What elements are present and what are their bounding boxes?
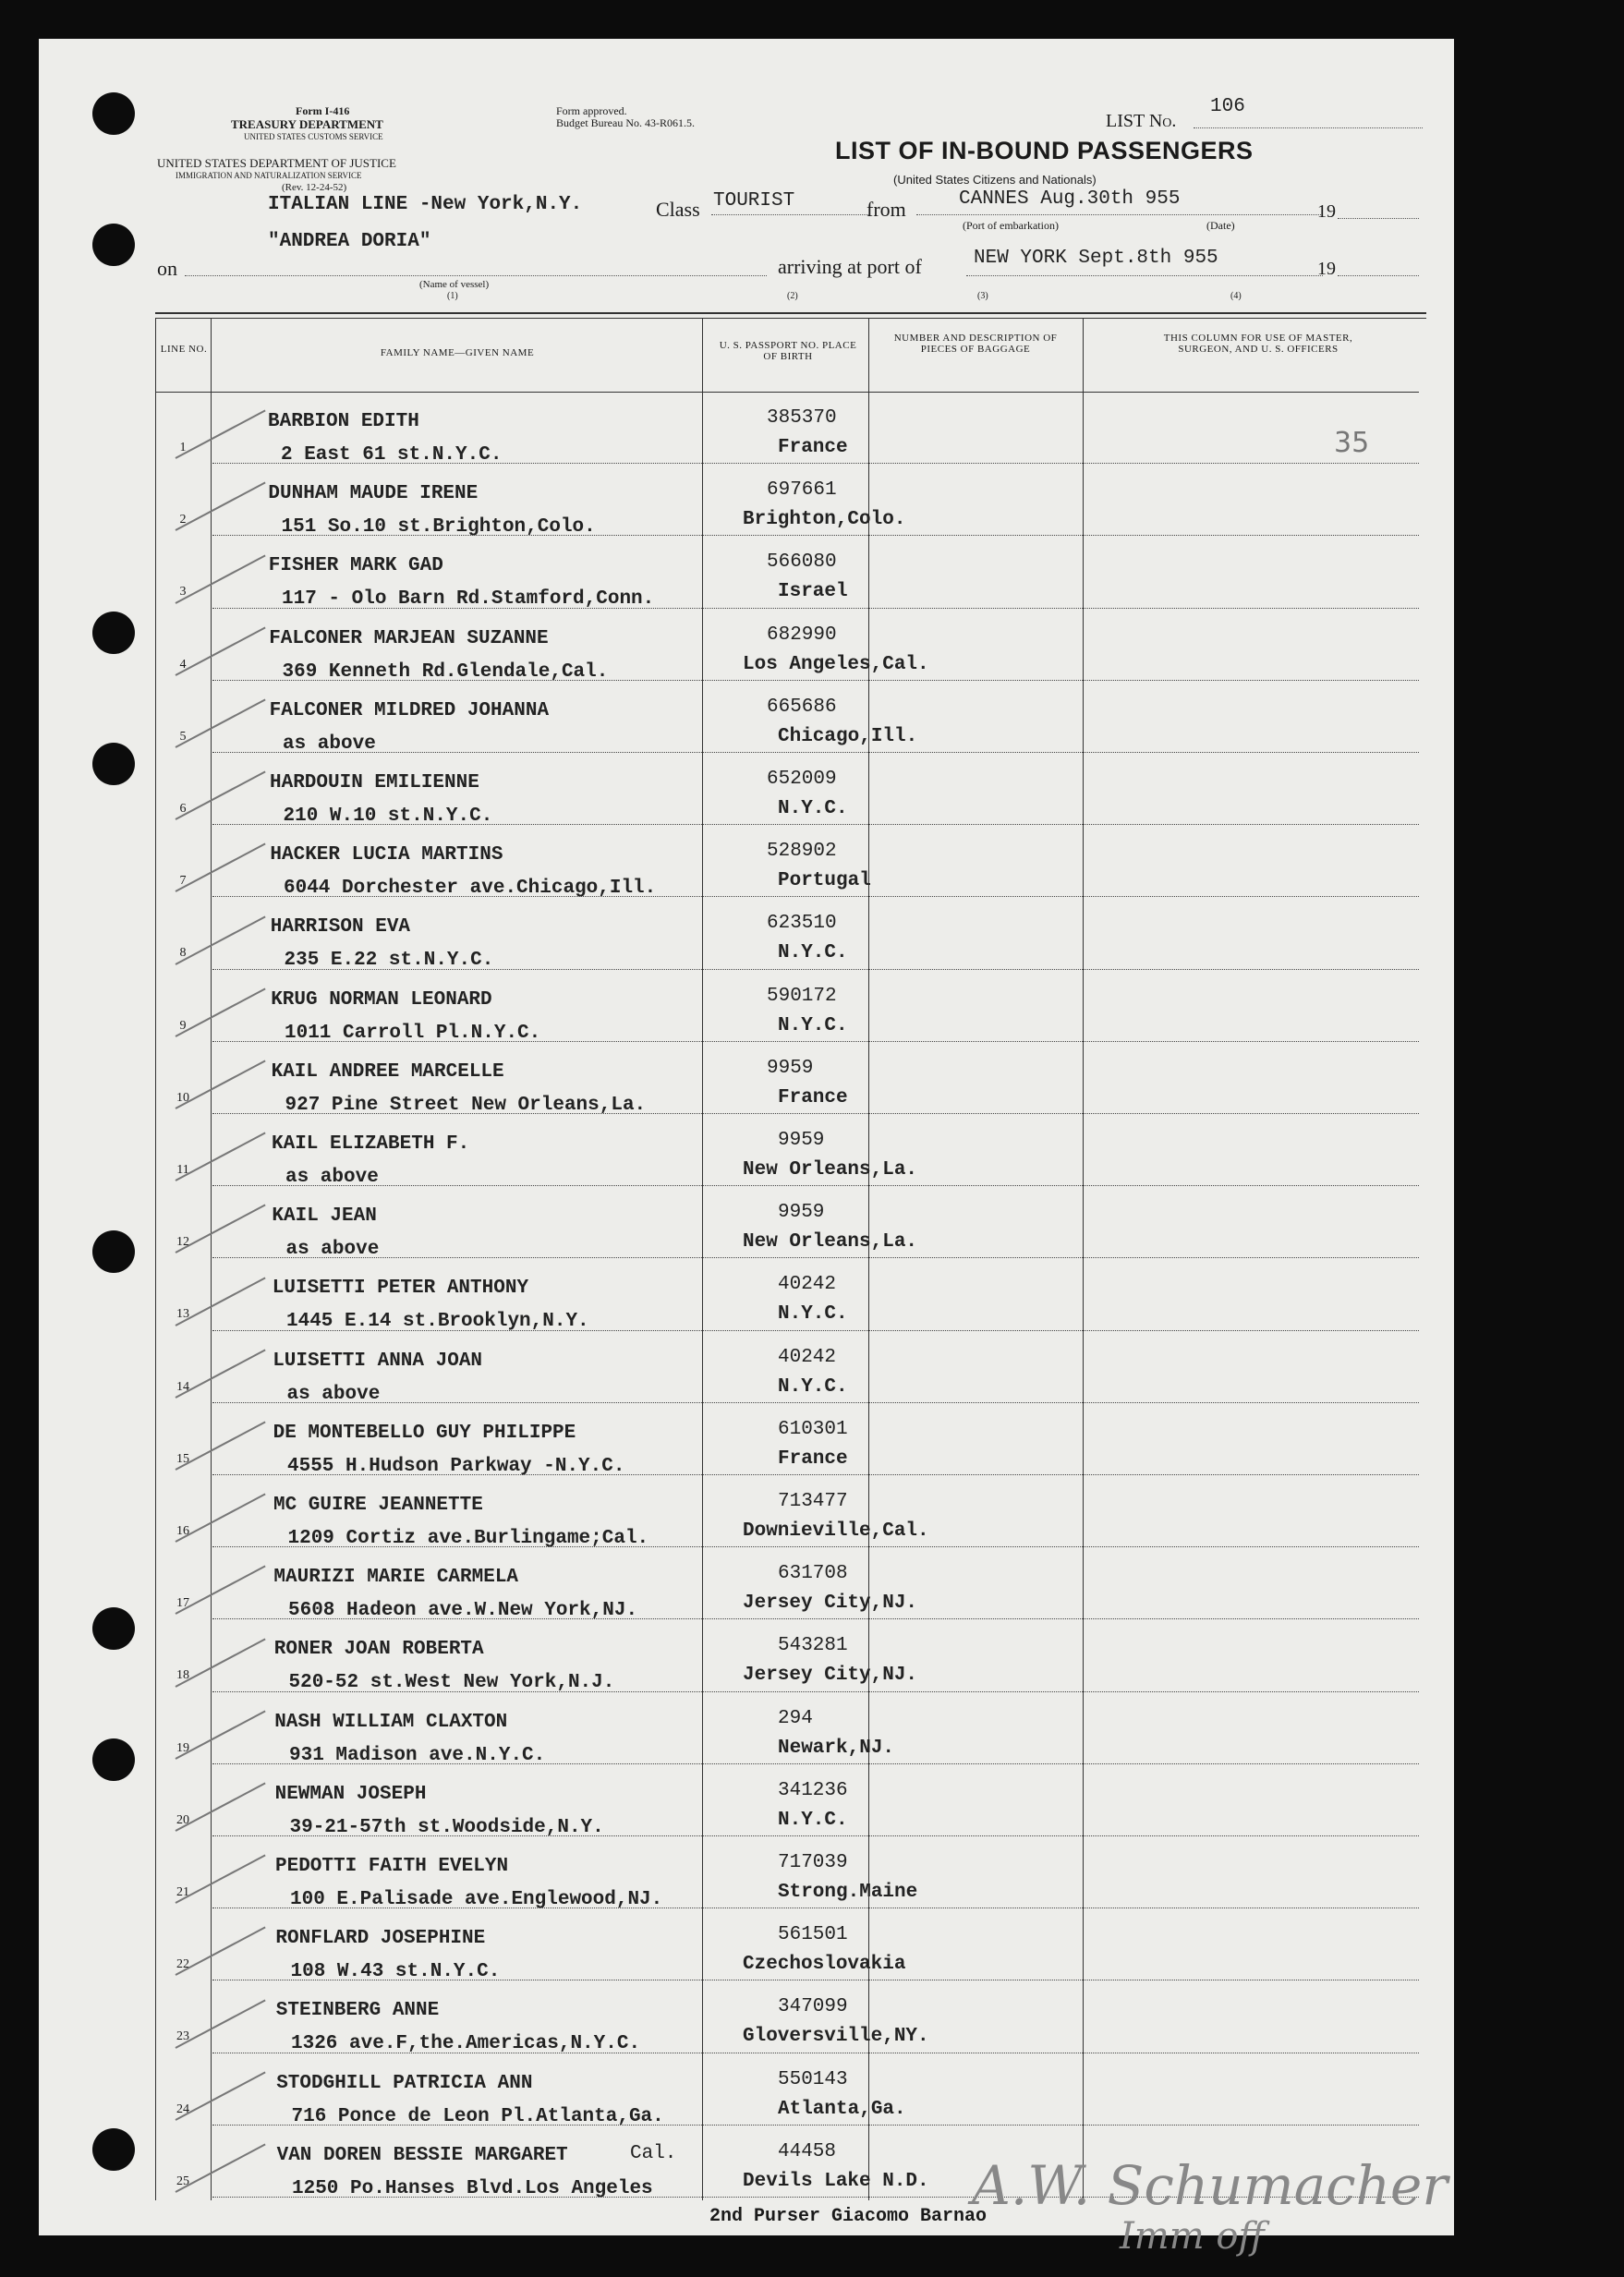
class-line [711,214,870,215]
passenger-address: 927 Pine Street New Orleans,La. [285,1094,647,1116]
col-header-passport: U. S. PASSPORT NO. PLACE OF BIRTH [719,340,857,362]
vessel-label: (Name of vessel) [419,279,490,290]
passenger-name: DE MONTEBELLO GUY PHILIPPE [273,1422,576,1444]
check-mark [176,1855,266,1904]
passenger-address: 39-21-57th st.Woodside,N.Y. [289,1816,604,1838]
page-subtitle: (United States Citizens and Nationals) [893,173,1097,187]
place-of-birth: Newark,NJ. [778,1737,895,1759]
shipping-line: ITALIAN LINE -New York,N.Y. [268,194,583,215]
passenger-address: 4555 H.Hudson Parkway -N.Y.C. [287,1455,625,1477]
from-line [916,214,1323,215]
passenger-address: 6044 Dorchester ave.Chicago,Ill. [284,878,657,900]
col-divider-baggage [1083,318,1084,2200]
line-number: 16 [176,1524,189,1538]
passenger-address: 151 So.10 st.Brighton,Colo. [281,516,596,539]
check-mark [176,987,266,1036]
address-continuation: Cal. [630,2142,677,2164]
place-of-birth: N.Y.C. [778,942,848,964]
col-divider-passport [868,318,869,2200]
check-mark [176,915,266,964]
punch-hole [92,224,135,266]
line-number: 5 [179,729,187,744]
place-of-birth: Chicago,Ill. [778,725,918,747]
row-separator [212,969,1419,970]
row-separator [212,1763,1419,1764]
punch-hole [92,1607,135,1650]
passenger-name: KRUG NORMAN LEONARD [271,988,492,1011]
punch-hole [92,612,135,654]
place-of-birth: France [778,1447,848,1470]
passport-number: 665686 [767,696,837,718]
place-of-birth: Atlanta,Ga. [778,2098,906,2120]
passport-number: 623510 [767,913,837,935]
check-mark [176,1494,266,1543]
form-approved: Form approved. [556,104,627,117]
col-header-baggage: NUMBER AND DESCRIPTION OF PIECES OF BAGGAGE [893,333,1058,355]
row-separator [212,1257,1419,1258]
passport-number: 652009 [767,769,837,790]
check-mark [176,1710,266,1759]
row-separator [212,1474,1419,1475]
manifest-sheet [39,39,1454,2258]
passport-number: 9959 [767,1057,814,1079]
check-mark [176,1638,266,1687]
place-of-birth: N.Y.C. [778,1375,848,1398]
check-mark [176,1349,266,1398]
col-header-officers: THIS COLUMN FOR USE OF MASTER, SURGEON, AND U. S. OFFICERS [1163,333,1353,355]
place-of-birth: Downieville,Cal. [743,1520,929,1542]
punch-hole [92,1738,135,1781]
passenger-name: STODGHILL PATRICIA ANN [276,2072,533,2094]
passport-number: 341236 [778,1779,848,1801]
class-label: Class [656,198,700,221]
customs-service: UNITED STATES CUSTOMS SERVICE [244,132,383,141]
check-mark [176,1566,266,1615]
year-2: 19 [1317,259,1336,279]
passenger-name: DUNHAM MAUDE IRENE [268,483,479,505]
place-of-birth: Jersey City,NJ. [743,1593,918,1615]
passport-number: 631708 [778,1563,848,1585]
col-header-line: LINE NO. [160,344,208,355]
passport-number: 713477 [778,1491,848,1512]
passenger-address: 1011 Carroll Pl.N.Y.C. [285,1022,541,1044]
col-header-name: FAMILY NAME—GIVEN NAME [380,347,535,358]
list-number: 106 [1210,96,1245,117]
passenger-name: PEDOTTI FAITH EVELYN [275,1856,509,1877]
passport-number: 682990 [767,624,837,646]
check-mark [176,554,266,603]
row-separator [212,463,1419,464]
place-of-birth: Brighton,Colo. [743,509,906,531]
list-no-line [1194,127,1423,128]
line-number: 1 [179,441,187,454]
passenger-address: as above [285,1239,380,1261]
year-1-line [1338,218,1419,219]
passenger-name: RONER JOAN ROBERTA [273,1639,484,1661]
passenger-address: 716 Ponce de Leon Pl.Atlanta,Ga. [291,2105,664,2127]
passenger-name: BARBION EDITH [268,411,419,432]
line-number: 13 [176,1307,189,1322]
passport-number: 566080 [767,551,837,574]
arriving-line [966,275,1323,276]
row-separator [212,896,1419,897]
header-bottom-border [155,392,1419,393]
passport-number: 610301 [778,1418,848,1440]
line-number: 4 [179,657,187,672]
place-of-birth: N.Y.C. [778,1014,848,1036]
passenger-address: 931 Madison ave.N.Y.C. [289,1744,546,1766]
check-mark [176,1060,266,1108]
passport-number: 9959 [778,1130,825,1151]
punch-hole [92,2128,135,2171]
line-number: 2 [179,513,187,527]
passport-number: 717039 [778,1852,848,1873]
purser-name: 2nd Purser Giacomo Barnao [709,2206,988,2227]
passport-number: 347099 [778,1996,848,2018]
passenger-address: 5608 Hadeon ave.W.New York,NJ. [288,1600,638,1622]
place-of-birth: New Orleans,La. [743,1231,918,1254]
row-separator [212,1041,1419,1042]
passenger-name: LUISETTI PETER ANTHONY [272,1278,529,1300]
line-number: 9 [179,1018,187,1033]
passport-number: 9959 [778,1202,825,1224]
port-embarkation-label: (Port of embarkation) [963,219,1059,232]
col-divider-name [702,318,703,2200]
row-separator [212,1402,1419,1403]
passenger-address: as above [283,733,376,755]
passenger-name: KAIL ANDREE MARCELLE [271,1060,504,1083]
table-top-border-inner [155,318,1426,319]
page-title: LIST OF IN-BOUND PASSENGERS [835,137,1254,164]
passport-number: 44458 [778,2140,837,2162]
passenger-address: as above [286,1383,381,1405]
ins-service: IMMIGRATION AND NATURALIZATION SERVICE [176,171,362,180]
row-separator [212,1835,1419,1836]
passport-number: 543281 [778,1635,848,1657]
passenger-name: FALCONER MARJEAN SUZANNE [269,627,549,649]
col-divider-line [211,318,212,2200]
check-mark [176,1132,266,1181]
officer-signature: A.W. Schumacher [972,2154,1448,2217]
line-number: 11 [176,1163,189,1177]
row-separator [212,1691,1419,1692]
passenger-address: 108 W.43 st.N.Y.C. [290,1961,501,1983]
place-of-birth: Strong.Maine [778,1882,918,1903]
treasury-dept: TREASURY DEPARTMENT [231,117,383,131]
check-mark [176,843,266,892]
place-of-birth: Israel [778,581,848,603]
budget-bureau: Budget Bureau No. 43-R061.5. [556,116,695,129]
place-of-birth: Gloversville,NY. [743,2026,929,2048]
row-separator [212,1330,1419,1331]
passport-number: 385370 [767,407,837,429]
line-number: 14 [176,1379,189,1394]
place-of-birth: New Orleans,La. [743,1159,918,1181]
passenger-name: KAIL ELIZABETH F. [272,1133,470,1155]
check-mark [176,410,266,459]
passenger-name: RONFLARD JOSEPHINE [275,1928,486,1950]
line-number: 18 [176,1668,189,1683]
passenger-address: 369 Kenneth Rd.Glendale,Cal. [282,660,609,683]
passenger-name: STEINBERG ANNE [275,2000,440,2022]
passenger-name: VAN DOREN BESSIE MARGARET [276,2144,568,2166]
from-label: from [867,198,906,221]
passenger-address: 1250 Po.Hanses Blvd.Los Angeles [292,2177,653,2199]
passenger-name: MC GUIRE JEANNETTE [273,1495,483,1516]
check-mark [176,1999,266,2048]
passport-number: 590172 [767,985,837,1007]
vessel-name: "ANDREA DORIA" [268,231,431,252]
passport-number: 561501 [778,1924,848,1946]
check-mark [176,1927,266,1976]
place-of-birth: France [778,1086,848,1108]
check-mark [176,1782,266,1831]
place-of-birth: Devils Lake N.D. [743,2170,929,2192]
year-2-line [1338,275,1419,276]
row-separator [212,1185,1419,1186]
line-number: 12 [176,1235,189,1250]
line-number: 22 [176,1957,189,1972]
passenger-name: FALCONER MILDRED JOHANNA [269,699,550,721]
line-number: 6 [179,802,187,816]
punch-hole [92,92,135,135]
line-number: 21 [176,1885,189,1899]
passenger-address: 100 E.Palisade ave.Englewood,NJ. [290,1889,663,1910]
passenger-address: 1445 E.14 st.Brooklyn,N.Y. [286,1311,589,1333]
passenger-name: LUISETTI ANNA JOAN [273,1350,483,1372]
check-mark [176,1205,266,1254]
passport-number: 40242 [778,1346,837,1368]
line-number: 17 [176,1596,189,1611]
arriving-label: arriving at port of [778,255,922,278]
line-number: 19 [176,1740,189,1755]
line-number: 8 [179,946,187,961]
place-of-birth: Los Angeles,Cal. [743,653,929,675]
place-of-birth: France [778,437,848,458]
passport-number: 40242 [778,1274,837,1296]
check-mark [176,2071,266,2120]
line-number: 7 [179,874,187,889]
date-label: (Date) [1206,219,1235,232]
table-top-border [155,312,1426,314]
passenger-name: KAIL JEAN [272,1205,377,1228]
check-mark [176,482,266,531]
row-separator [212,535,1419,536]
passenger-address: 520-52 st.West New York,N.J. [288,1672,615,1694]
officer-title: Imm off [1120,2215,1265,2258]
passenger-address: as above [285,1167,379,1188]
col-num-1: (1) [447,291,458,301]
passport-number: 294 [778,1707,813,1729]
row-separator [212,608,1419,609]
passenger-name: HACKER LUCIA MARTINS [270,844,503,866]
vessel-line [185,275,767,276]
passenger-address: 210 W.10 st.N.Y.C. [283,805,493,827]
line-number: 20 [176,1812,189,1827]
line-number: 3 [179,585,187,600]
check-mark [176,1421,266,1470]
passenger-name: HARRISON EVA [270,916,411,939]
on-label: on [157,257,177,280]
col-num-3: (3) [977,291,988,301]
col-num-2: (2) [787,291,798,301]
class-value: TOURIST [713,190,795,212]
arriving-value: NEW YORK Sept.8th 955 [974,248,1218,269]
passenger-name: HARDOUIN EMILIENNE [270,772,479,793]
col-num-4: (4) [1230,291,1242,301]
passport-number: 697661 [767,479,837,502]
check-mark [176,771,266,820]
line-number: 10 [176,1090,189,1105]
passenger-name: MAURIZI MARIE CARMELA [273,1567,519,1589]
passenger-name: FISHER MARK GAD [268,555,443,577]
row-separator [212,2125,1419,2126]
passport-number: 550143 [778,2068,848,2090]
place-of-birth: Portugal [778,870,871,892]
punch-hole [92,743,135,785]
line-number: 15 [176,1451,189,1466]
form-number: Form I-416 [296,104,350,117]
place-of-birth: N.Y.C. [778,798,848,819]
check-mark [176,1277,266,1326]
passenger-address: 2 East 61 st.N.Y.C. [281,444,503,466]
row-separator [212,680,1419,681]
place-of-birth: Czechoslovakia [743,1954,906,1976]
row-separator [212,1618,1419,1619]
passenger-address: 1209 Cortiz ave.Burlingame;Cal. [287,1528,649,1549]
margin-note: 35 [1334,427,1370,459]
passport-number: 528902 [767,841,837,863]
row-separator [212,752,1419,753]
row-separator [212,1113,1419,1114]
place-of-birth: Jersey City,NJ. [743,1665,918,1687]
line-number: 25 [176,2174,189,2188]
passenger-address: 117 - Olo Barn Rd.Stamford,Conn. [282,588,655,611]
revision: (Rev. 12-24-52) [282,182,347,193]
year-1: 19 [1317,201,1336,222]
line-number: 24 [176,2101,189,2116]
punch-hole [92,1230,135,1273]
list-label: LIST No. [1106,111,1177,131]
check-mark [176,626,266,675]
check-mark [176,698,266,747]
passenger-name: NASH WILLIAM CLAXTON [274,1711,508,1733]
row-separator [212,1546,1419,1547]
justice-dept: UNITED STATES DEPARTMENT OF JUSTICE [157,156,396,170]
passenger-address: 1326 ave.F,the.Americas,N.Y.C. [291,2033,641,2055]
check-mark [176,2143,266,2192]
place-of-birth: N.Y.C. [778,1809,848,1831]
passenger-name: NEWMAN JOSEPH [274,1783,427,1805]
line-number: 23 [176,2029,189,2044]
from-value: CANNES Aug.30th 955 [959,188,1181,210]
row-separator [212,824,1419,825]
passenger-address: 235 E.22 st.N.Y.C. [284,950,494,972]
table-left-border [155,318,156,2200]
place-of-birth: N.Y.C. [778,1303,848,1326]
